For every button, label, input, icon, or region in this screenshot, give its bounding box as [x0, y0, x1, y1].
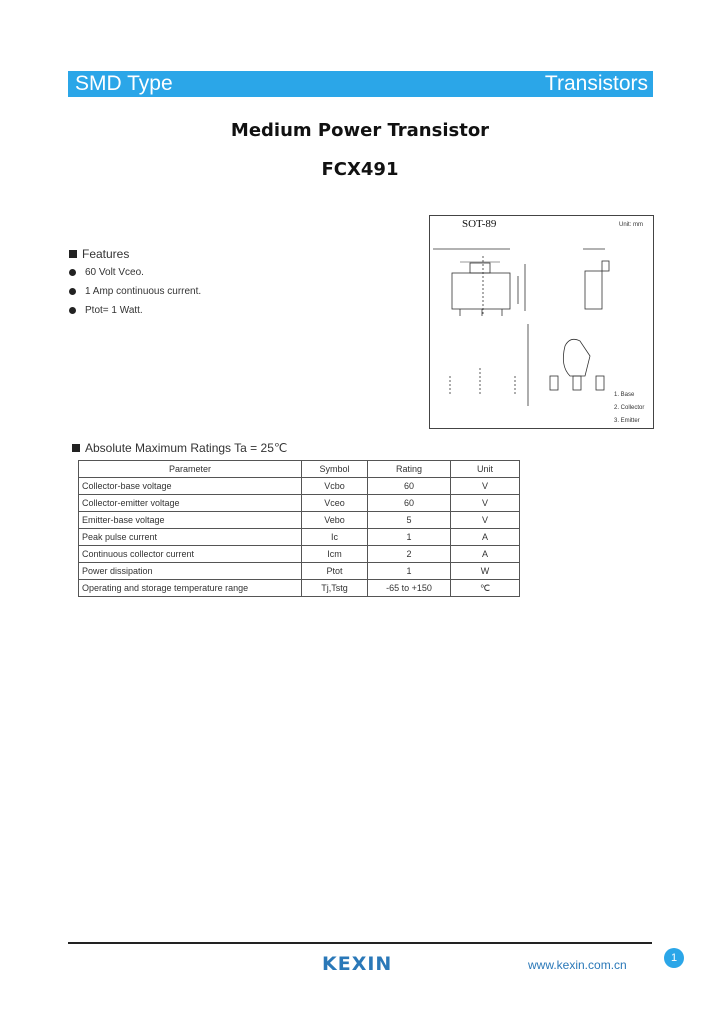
unit-cell: W	[451, 563, 520, 580]
param-cell: Continuous collector current	[79, 546, 302, 563]
square-bullet-icon	[69, 250, 77, 258]
symbol-cell: Ptot	[302, 563, 368, 580]
table-row	[79, 512, 520, 529]
bullet-dot-icon	[69, 288, 76, 295]
document-title: Medium Power Transistor	[230, 120, 490, 141]
column-header: Unit	[451, 461, 520, 478]
pin-label: 2. Collector	[614, 405, 645, 411]
rating-cell: 60	[368, 478, 451, 495]
symbol-cell: Tj,Tstg	[302, 580, 368, 597]
table-row	[79, 580, 520, 597]
symbol-cell: Vceo	[302, 495, 368, 512]
feature-text: 60 Volt Vceo.	[85, 267, 144, 278]
param-cell: Collector-emitter voltage	[79, 495, 302, 512]
feature-item	[69, 265, 201, 284]
rating-cell: 60	[368, 495, 451, 512]
features-heading	[69, 247, 129, 261]
rating-cell: 2	[368, 546, 451, 563]
ratings-heading-text: Absolute Maximum Ratings Ta = 25℃	[85, 441, 288, 455]
header-product-type: Transistors	[544, 72, 648, 95]
feature-text: Ptot= 1 Watt.	[85, 305, 143, 316]
square-bullet-icon	[72, 444, 80, 452]
symbol-cell: Vebo	[302, 512, 368, 529]
feature-item	[69, 284, 201, 303]
rating-cell: 5	[368, 512, 451, 529]
kexin-logo: KEXIN	[322, 953, 393, 975]
header-category: SMD Type	[75, 72, 173, 95]
ratings-heading	[72, 441, 287, 455]
package-name: SOT-89	[462, 218, 497, 230]
features-list	[69, 265, 201, 322]
symbol-cell: Icm	[302, 546, 368, 563]
package-drawing	[429, 215, 654, 429]
table-row	[79, 546, 520, 563]
unit-cell: ℃	[451, 580, 520, 597]
rating-cell: 1	[368, 529, 451, 546]
footer-divider	[68, 942, 652, 944]
table-row	[79, 478, 520, 495]
unit-cell: V	[451, 512, 520, 529]
table-header-row	[79, 461, 520, 478]
features-heading-text: Features	[82, 247, 130, 261]
feature-item	[69, 303, 201, 322]
rating-cell: -65 to +150	[368, 580, 451, 597]
website-link[interactable]: www.kexin.com.cn	[528, 958, 627, 972]
param-cell: Peak pulse current	[79, 529, 302, 546]
ratings-table	[78, 460, 520, 597]
param-cell: Operating and storage temperature range	[79, 580, 302, 597]
table-row	[79, 529, 520, 546]
param-cell: Collector-base voltage	[79, 478, 302, 495]
bullet-dot-icon	[69, 269, 76, 276]
header-bar	[68, 71, 653, 97]
column-header: Parameter	[79, 461, 302, 478]
part-number: FCX491	[321, 159, 399, 180]
rating-cell: 1	[368, 563, 451, 580]
bullet-dot-icon	[69, 307, 76, 314]
column-header: Symbol	[302, 461, 368, 478]
symbol-cell: Vcbo	[302, 478, 368, 495]
symbol-cell: Ic	[302, 529, 368, 546]
unit-cell: V	[451, 495, 520, 512]
table-row	[79, 563, 520, 580]
table-row	[79, 495, 520, 512]
unit-cell: V	[451, 478, 520, 495]
column-header: Rating	[368, 461, 451, 478]
pin-label: 3. Emitter	[614, 418, 640, 424]
page-number-badge: 1	[664, 948, 684, 968]
param-cell: Emitter-base voltage	[79, 512, 302, 529]
param-cell: Power dissipation	[79, 563, 302, 580]
feature-text: 1 Amp continuous current.	[85, 286, 202, 297]
unit-cell: A	[451, 546, 520, 563]
package-unit: Unit: mm	[619, 222, 643, 228]
unit-cell: A	[451, 529, 520, 546]
pin-label: 1. Base	[614, 392, 635, 398]
